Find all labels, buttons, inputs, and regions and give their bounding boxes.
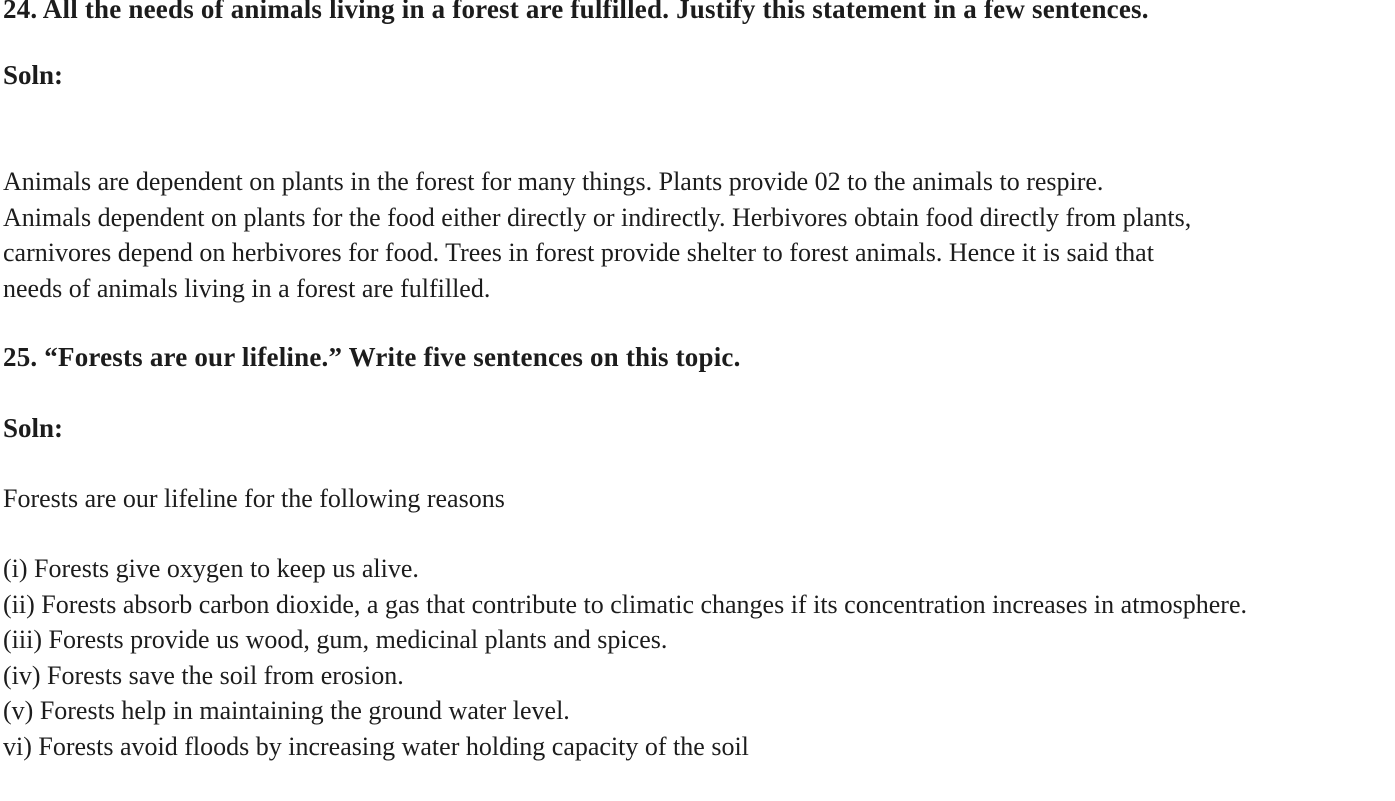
question-24-answer-paragraph: [3, 164, 1191, 306]
question-24-soln-label: Soln:: [3, 60, 64, 90]
document-page: [3, 0, 1395, 801]
answer-line: Animals are dependent on plants in the forest for many things. Plants provide 02 to the animals to respire.: [3, 167, 1104, 196]
list-item: (v) Forests help in maintaining the ground water level.: [3, 696, 570, 725]
question-25-soln-label: Soln:: [3, 413, 64, 443]
list-item: vi) Forests avoid floods by increasing water holding capacity of the soil: [3, 731, 749, 761]
list-item: (iv) Forests save the soil from erosion.: [3, 660, 404, 690]
question-24-heading: 24. All the needs of animals living in a forest are fulfilled. Justify this statement in a few sentences.: [3, 0, 1149, 24]
answer-line: needs of animals living in a forest are fulfilled.: [3, 273, 491, 303]
list-item: (ii) Forests absorb carbon dioxide, a gas that contribute to climatic changes if its concentration increases in atmosphere.: [3, 589, 1248, 619]
list-item: (iii) Forests provide us wood, gum, medicinal plants and spices.: [3, 625, 668, 654]
answer-line: Animals dependent on plants for the food either directly or indirectly. Herbivores obtain food directly from plants,: [3, 202, 1192, 232]
list-item: (i) Forests give oxygen to keep us alive.: [3, 554, 419, 583]
question-25-heading: 25. “Forests are our lifeline.” Write five sentences on this topic.: [3, 342, 741, 372]
question-25-intro-line: Forests are our lifeline for the following reasons: [3, 484, 505, 513]
question-25-points-list: [3, 551, 1395, 764]
answer-line: carnivores depend on herbivores for food. Trees in forest provide shelter to forest animals. Hence it is said that: [3, 238, 1154, 267]
